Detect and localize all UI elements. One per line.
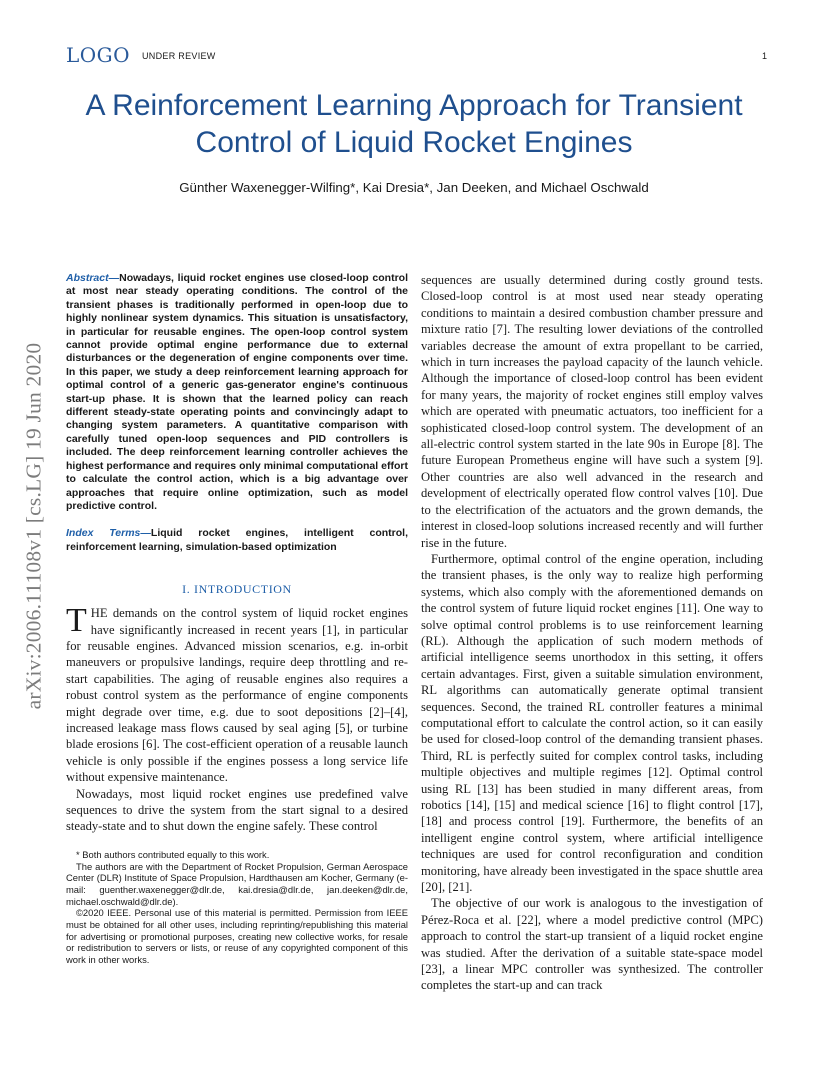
left-column xyxy=(66,272,408,966)
footnote-copyright: ©2020 IEEE. Personal use of this material is permitted. Permission from IEEE must be obtained for all other uses, including reprinting/republishing this material for advertising or promotional purposes, creating new collective works, for resale or redistribution to servers or lists, or reuse of any copyrighted component of this work in other works. xyxy=(66,907,408,966)
author-list: Günther Waxenegger-Wilfing*, Kai Dresia*, Jan Deeken, and Michael Oschwald xyxy=(179,180,649,195)
abstract xyxy=(66,272,408,513)
abstract-text: Nowadays, liquid rocket engines use closed-loop control at most near steady operating conditions. The control of the transient phases is traditionally performed in open-loop due to highly nonlinear system dynamics. This situation is unsatisfactory, in particular for reusable engines. The open-loop control system cannot provide optimal engine performance due to external disturbances or the degeneration of engine components over time. In this paper, we study a deep reinforcement learning approach for optimal control of a generic gas-generator engine's continuous start-up phase. It is shown that the learned policy can reach different steady-state operating points and convincingly adapt to changing system parameters. A quantitative comparison with carefully tuned open-loop sequences and PID controllers is included. The deep reinforcement learning controller achieves the highest performance and requires only minimal computational effort to calculate the control action, which is a big advantage over approaches that require online optimization, such as model predictive control. xyxy=(66,272,408,512)
intro-paragraph-1 xyxy=(66,602,408,785)
right-paragraph-2: Furthermore, optimal control of the engine operation, including the transient phases, is the only way to realize high performing systems, which also comply with the aforementioned demands on the control system of future liquid rocket engines [11]. One way to solve optimal control problems is to use reinforcement learning (RL). Although the application of such modern methods of artificial intelligence seems unorthodox in this setting, it offers certain advantages. First, given a suitable simulation environment, RL algorithms can automatically generate optimal transient sequences. Second, the trained RL controller features a minimal computational effort to calculate the control action, so it can easily be used for closed-loop control of the demanding transient phases. Third, RL is perfectly suited for complex control tasks, including multiple objectives and multiple regimes [12]. Optimal control using RL [13] has been studied in many different areas, from robotics [14], [15] and medical science [16] to flight control [17], [18] and process control [19]. Furthermore, the benefits of an intelligent engine control system, where artificial intelligence techniques are used for control reconfiguration and condition monitoring, have already been investigated in the space shuttle area [20], [21]. xyxy=(421,551,763,895)
page-number: 1 xyxy=(762,51,768,61)
right-paragraph-1: sequences are usually determined during costly ground tests. Closed-loop control is at most used near steady operating conditions to maintain a desired combustion chamber pressure and mixture ratio [7]. The resulting lower deviations of the controlled variables decrease the amount of extra propellant to be carried, which in turn increases the payload capacity of the launch vehicle. Although the importance of closed-loop control has been evident for many years, the majority of rocket engines still employ valves which are operated with pneumatic actuators, too inefficient for a sophisticated closed-loop control system. The development of an all-electric control system started in the late 90s in Europe [8]. The future European Prometheus engine will have such a system [9]. Other countries are also well advanced in the research and development of electrically operated flow control valves [10]. Due to the electrification of the actuators and the grown demands, the interest in closed-loop solutions increased recently and will further rise in the future. xyxy=(421,273,763,550)
section-heading: I. INTRODUCTION xyxy=(182,582,292,597)
review-status: UNDER REVIEW xyxy=(142,51,216,61)
right-paragraph-3: The objective of our work is analogous to the investigation of Pérez-Roca et al. [22], where a model predictive control (MPC) approach to control the start-up transient of a liquid rocket engine was studied. After the derivation of a suitable state-space model [23], a linear MPC controller was synthesized. The controller completes the start-up and can track xyxy=(421,896,763,993)
footnote-equal-contribution: * Both authors contributed equally to this work. xyxy=(76,848,270,860)
journal-logo: LOGO xyxy=(66,43,131,67)
index-terms xyxy=(66,527,408,554)
arxiv-sidebar xyxy=(16,290,52,762)
arxiv-identifier: arXiv:2006.11108v1 [cs.LG] 19 Jun 2020 xyxy=(21,342,46,710)
drop-cap: T xyxy=(66,602,87,640)
intro-paragraph-1-text: HE demands on the control system of liquid rocket engines have significantly increased in recent years [1], in particular for reusable engines. Advanced mission scenarios, e.g. in-orbit maneuvers or propulsive landings, require deep throttling and re-start capabilities. The aging of reusable engines also requires a robust control system as the performance of engine components might degrade over time, e.g. due to soot depositions [2]–[4], increased leakage mass flows caused by seal aging [5], or turbine blade erosions [6]. The cost-efficient operation of a reusable launch vehicle is only possible if the engines possess a long service life without expensive maintenance. xyxy=(66,606,408,785)
intro-paragraph-2: Nowadays, most liquid rocket engines use predefined valve sequences to drive the system from the start signal to a desired steady-state and to shut down the engine safely. These control xyxy=(66,786,408,834)
abstract-label: Abstract— xyxy=(66,272,120,284)
paper-title: A Reinforcement Learning Approach for Transient Control of Liquid Rocket Engines xyxy=(85,89,743,159)
right-column xyxy=(421,272,763,994)
index-terms-label: Index Terms— xyxy=(66,527,151,540)
footnote-affiliation: The authors are with the Department of Rocket Propulsion, German Aerospace Center (DLR) Institute of Space Propulsion, Hardthausen am Kocher, Germany (e-mail: guenther.waxenegger@dlr.de, kai.dresia@dlr.de, jan.deeken@dlr.de, michael.oschwald@dlr.de). xyxy=(66,860,408,907)
index-terms-text: Liquid rocket engines, intelligent control, reinforcement learning, simulation-based optimization xyxy=(66,527,408,553)
